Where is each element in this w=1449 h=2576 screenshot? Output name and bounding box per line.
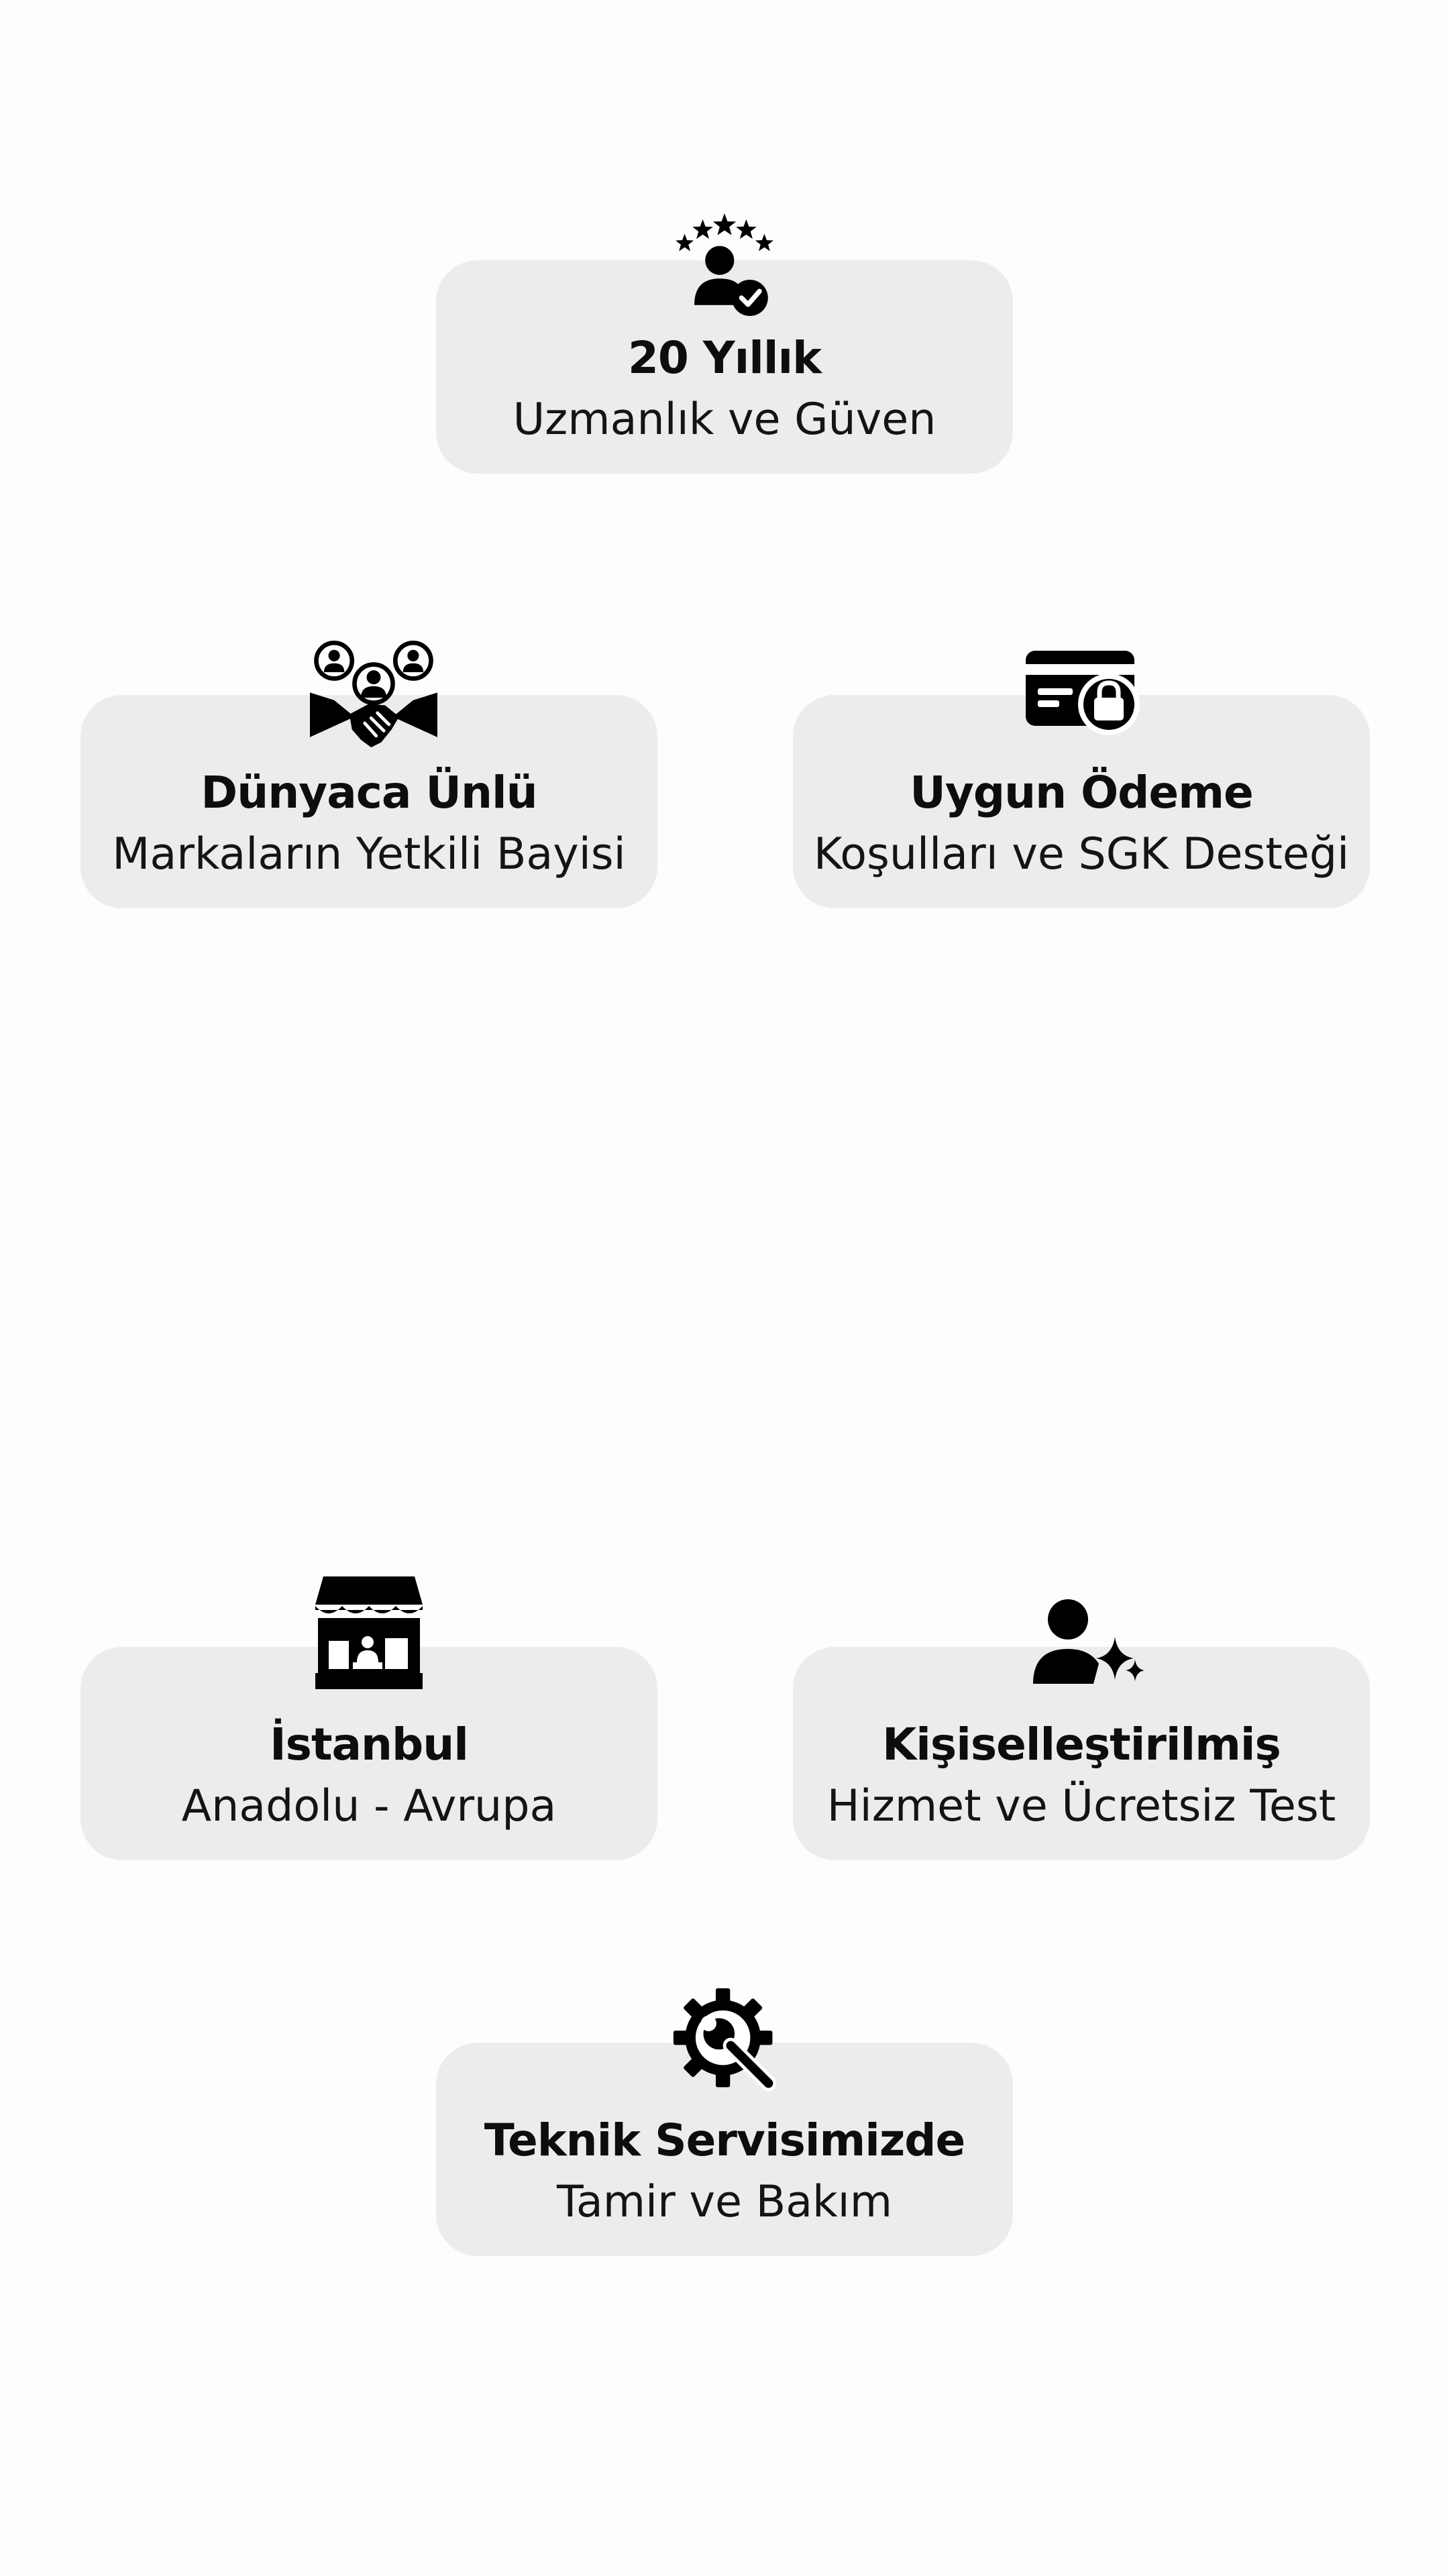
feature-subtitle: Tamir ve Bakım xyxy=(556,2177,893,2227)
feature-title: Kişiselleştirilmiş xyxy=(882,1719,1281,1770)
feature-title: Teknik Servisimizde xyxy=(484,2114,965,2166)
feature-subtitle: Markaların Yetkili Bayisi xyxy=(112,829,626,879)
feature-title: Uygun Ödeme xyxy=(910,767,1253,818)
feature-subtitle: Koşulları ve SGK Desteği xyxy=(813,829,1350,879)
person-sparkle-icon xyxy=(1033,1597,1147,1694)
handshake-partners-icon xyxy=(310,634,437,761)
feature-title: Dünyaca Ünlü xyxy=(201,767,537,818)
feature-subtitle: Anadolu - Avrupa xyxy=(181,1781,557,1831)
feature-subtitle: Hizmet ve Ücretsiz Test xyxy=(826,1781,1336,1831)
storefront-icon xyxy=(315,1576,423,1692)
feature-title: 20 Yıllık xyxy=(628,332,821,384)
rated-person-check-icon xyxy=(664,201,785,322)
feature-subtitle: Uzmanlık ve Güven xyxy=(513,394,936,445)
feature-title: İstanbul xyxy=(270,1719,468,1770)
secure-card-icon xyxy=(1023,644,1144,738)
gear-wrench-icon xyxy=(671,1986,782,2096)
